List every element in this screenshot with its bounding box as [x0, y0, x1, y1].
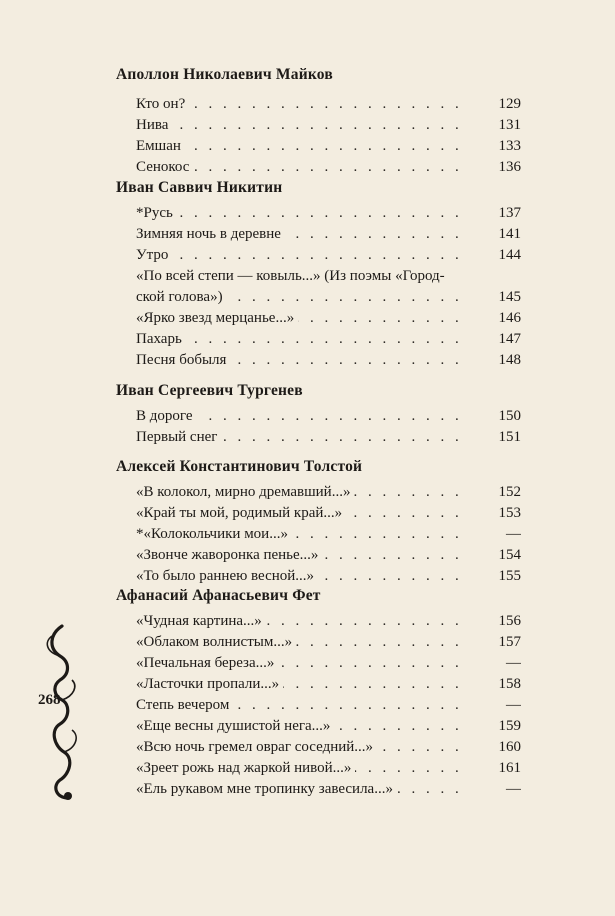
toc-entry — [136, 716, 521, 737]
entry-title: «Край ты мой, родимый край...» — [136, 505, 346, 521]
entry-title: Первый снег — [136, 429, 221, 445]
toc-section-maikov — [116, 64, 521, 178]
toc-entry — [136, 695, 521, 716]
entry-page: 159 — [498, 718, 521, 734]
toc-entry — [136, 266, 521, 287]
entry-page: 154 — [498, 547, 521, 563]
toc-entry — [136, 224, 521, 245]
toc-entry — [136, 632, 521, 653]
entry-page: 146 — [498, 310, 521, 326]
entry-title: Емшан — [136, 138, 185, 154]
toc-entry — [136, 308, 521, 329]
entry-title: *«Колокольчики мои...» — [136, 526, 292, 542]
toc-entry — [136, 94, 521, 115]
entry-title: «Облаком волнистым...» — [136, 634, 296, 650]
entry-title: «Зреет рожь над жаркой нивой...» — [136, 760, 355, 776]
toc-entry — [136, 482, 521, 503]
toc-entry — [136, 427, 521, 448]
toc-entry — [136, 545, 521, 566]
toc-entry — [136, 136, 521, 157]
toc-entry — [136, 115, 521, 136]
entry-title: «В колокол, мирно дремавший...» — [136, 484, 354, 500]
author-heading: Аполлон Николаевич Майков — [116, 66, 333, 83]
author-heading: Алексей Константинович Толстой — [116, 458, 363, 475]
entry-title: «То было раннею весной...» — [136, 568, 318, 584]
entry-page: 133 — [498, 138, 521, 154]
entry-title: Степь вечером — [136, 697, 233, 713]
entry-page: 151 — [498, 429, 521, 445]
entry-title: *Русь — [136, 205, 177, 221]
entry-page: 129 — [498, 96, 521, 112]
entry-title: «Ель рукавом мне тропинку завесила...» — [136, 781, 397, 797]
entry-page: 137 — [498, 205, 521, 221]
entry-title: Нива — [136, 117, 172, 133]
author-heading: Иван Сергеевич Тургенев — [116, 382, 303, 399]
entry-title: Пахарь — [136, 331, 186, 347]
entry-page: 158 — [498, 676, 521, 692]
entry-page: 155 — [498, 568, 521, 584]
toc-entry — [136, 674, 521, 695]
toc-entry — [136, 503, 521, 524]
entry-title: В дороге — [136, 408, 197, 424]
entry-page: — — [506, 655, 521, 671]
toc-section-nikitin — [116, 177, 521, 371]
toc-entry — [136, 737, 521, 758]
entry-page: 136 — [498, 159, 521, 175]
entry-title: Зимняя ночь в деревне — [136, 226, 285, 242]
entry-page: — — [506, 781, 521, 797]
toc-entry — [136, 287, 521, 308]
entry-page: 131 — [498, 117, 521, 133]
entry-page: 157 — [498, 634, 521, 650]
entry-page: 152 — [498, 484, 521, 500]
entry-page: 147 — [498, 331, 521, 347]
entry-page: 148 — [498, 352, 521, 368]
entry-page: 161 — [498, 760, 521, 776]
entry-page: 153 — [498, 505, 521, 521]
entry-title: «По всей степи — ковыль...» (Из поэмы «Город- — [136, 268, 449, 284]
flourish-ornament-icon — [40, 622, 84, 802]
entry-title: ской голова») — [136, 289, 227, 305]
toc-entry — [136, 779, 521, 800]
entry-page: 141 — [498, 226, 521, 242]
entry-title: Сенокос — [136, 159, 193, 175]
page-number: 268 — [38, 692, 61, 708]
toc-entry — [136, 524, 521, 545]
entry-title: «Всю ночь гремел овраг соседний...» — [136, 739, 377, 755]
entry-title: «Ярко звезд мерцанье...» — [136, 310, 298, 326]
entry-title: «Чудная картина...» — [136, 613, 266, 629]
toc-entry — [136, 611, 521, 632]
entry-page: 150 — [498, 408, 521, 424]
entry-title: «Звонче жаворонка пенье...» — [136, 547, 322, 563]
toc-entry — [136, 566, 521, 587]
entry-page: 156 — [498, 613, 521, 629]
entry-page: 144 — [498, 247, 521, 263]
entry-page: 160 — [498, 739, 521, 755]
entry-title: Кто он? — [136, 96, 189, 112]
author-heading: Иван Саввич Никитин — [116, 179, 283, 196]
entry-title: «Печальная береза...» — [136, 655, 278, 671]
toc-entry — [136, 758, 521, 779]
entry-page: 145 — [498, 289, 521, 305]
toc-entry — [136, 329, 521, 350]
toc-entry — [136, 406, 521, 427]
toc-entry — [136, 350, 521, 371]
toc-section-tolstoy — [116, 456, 521, 587]
toc-section-fet — [116, 585, 521, 800]
entry-page: — — [506, 526, 521, 542]
entry-title: «Ласточки пропали...» — [136, 676, 283, 692]
entry-title: Песня бобыля — [136, 352, 230, 368]
toc-section-turgenev — [116, 380, 521, 448]
author-heading: Афанасий Афанасьевич Фет — [116, 587, 321, 604]
entry-title: «Еще весны душистой нега...» — [136, 718, 334, 734]
toc-entry — [136, 653, 521, 674]
toc-entry — [136, 245, 521, 266]
toc-entry — [136, 203, 521, 224]
entry-page: — — [506, 697, 521, 713]
toc-entry — [136, 157, 521, 178]
entry-title: Утро — [136, 247, 172, 263]
